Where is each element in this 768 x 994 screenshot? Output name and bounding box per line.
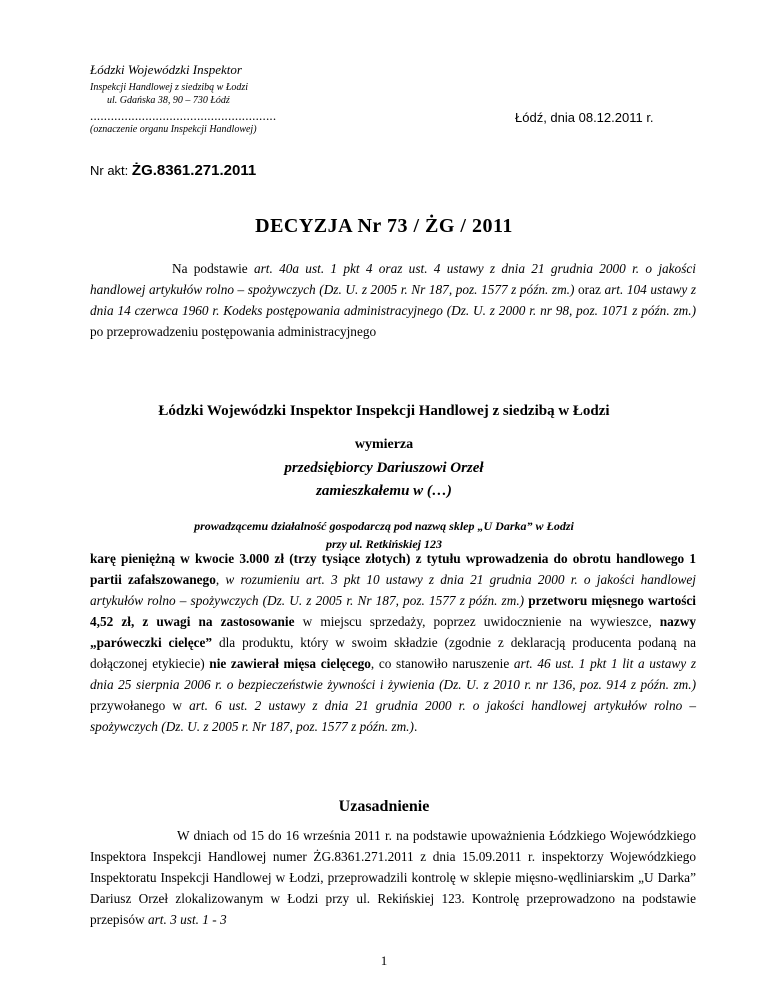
penalty-paragraph bbox=[90, 548, 696, 737]
authority-address: ul. Gdańska 38, 90 – 730 Łódź bbox=[107, 95, 230, 106]
authority-designation-note: (oznaczenie organu Inspekcji Handlowej) bbox=[90, 124, 257, 135]
page-number: 1 bbox=[380, 953, 388, 968]
penalty-amount: karę pieniężną w kwocie 3.000 zł (trzy tysiące złotych) z tytułu wprowadzenia do obrotu handlowego 1 partii zafałszowanego bbox=[90, 551, 696, 587]
penalty-product: przetworu mięsnego wartości 4,52 zł, z uwagi na zastosowanie bbox=[90, 593, 697, 629]
case-number-value: ŻG.8361.271.2011 bbox=[131, 162, 257, 179]
business-address-line: przy ul. Retkińskiej 123 bbox=[325, 537, 442, 551]
authority-name: Łódzki Wojewódzki Inspektor bbox=[90, 62, 242, 77]
justification-text: W dniach od 15 do 16 września 2011 r. na podstawie upoważnienia Łódzkiego Wojewódzkiego Inspektora Inspekcji Handlowej numer ŻG.8361.271.2011 z dnia 15.09.2011 r. inspektorzy Wojewódzkiego Inspektoratu Inspekcji Handlowej w Łodzi, przeprowadzili kontrolę w sklepie mięsno-wędliniarskim „U Darka” Dariusz Orzeł zlokalizowanym w Łodzi przy ul. Rekińskiej 123. Kontrolę przeprowadzono na podstawie przepisów bbox=[90, 828, 696, 927]
penalty-citation-2: art. 46 ust. 1 pkt 1 lit a ustawy z dnia 25 sierpnia 2006 r. o bezpieczeństwie żywności i żywienia (Dz. U. z 2010 r. nr 136, poz. 914 z późn. zm.) bbox=[90, 656, 697, 692]
imposes-verb: wymierza bbox=[354, 437, 414, 452]
intro-text-2: oraz bbox=[574, 282, 605, 297]
entrepreneur-name: przedsiębiorcy Dariuszowi Orzeł bbox=[284, 460, 484, 476]
decision-title: DECYZJA Nr 73 / ŻG / 2011 bbox=[255, 215, 513, 237]
signature-dotted-line: ...................................................... bbox=[90, 108, 277, 123]
justification-heading: Uzasadnienie bbox=[338, 798, 430, 815]
penalty-text-4: dla produktu, który w swoim składzie (zgodnie z deklaracją producenta podaną na dołączonej etykiecie) bbox=[90, 635, 697, 671]
case-number-label: Nr akt: bbox=[90, 163, 132, 178]
authority-full-name: Łódzki Wojewódzki Inspektor Inspekcji Handlowej z siedzibą w Łodzi bbox=[158, 403, 610, 419]
intro-citation-2: art. 104 ustawy z dnia 14 czerwca 1960 r. Kodeks postępowania administracyjnego (Dz. U. z 2000 r. nr 98, poz. 1071 z późn. zm.) bbox=[90, 282, 697, 318]
justification-paragraph bbox=[90, 825, 696, 930]
penalty-citation-1: w rozumieniu art. 3 pkt 10 ustawy z dnia 21 grudnia 2000 r. o jakości handlowej artykułów rolno – spożywczych (Dz. U. z 2005 r. Nr 187, poz. 1577 z późn. zm.) bbox=[90, 572, 697, 608]
intro-text-1: Na podstawie bbox=[172, 261, 254, 276]
penalty-text-5: , co stanowiło naruszenie bbox=[370, 656, 514, 671]
penalty-text-1: , bbox=[215, 572, 226, 587]
entrepreneur-residence: zamieszkałemu w (…) bbox=[316, 483, 452, 499]
penalty-violation: nie zawierał mięsa cielęcego bbox=[209, 656, 371, 671]
place-and-date: Łódź, dnia 08.12.2011 r. bbox=[515, 110, 654, 125]
penalty-text-7: . bbox=[413, 719, 418, 734]
penalty-citation-3: art. 6 ust. 2 ustawy z dnia 21 grudnia 2000 r. o jakości handlowej artykułów rolno – spożywczych (Dz. U. z 2005 r. Nr 187, poz. 1577 z późn. zm.) bbox=[90, 698, 696, 734]
authority-seat: Inspekcji Handlowej z siedzibą w Łodzi bbox=[90, 82, 249, 93]
penalty-text-6: przywołanego w bbox=[90, 698, 190, 713]
business-name-line: prowadzącemu działalność gospodarczą pod nazwą sklep „U Darka” w Łodzi bbox=[194, 519, 574, 533]
justification-citation: art. 3 ust. 1 - 3 bbox=[147, 912, 227, 927]
intro-text-3: po przeprowadzeniu postępowania administracyjnego bbox=[90, 324, 377, 339]
legal-basis-paragraph bbox=[90, 258, 696, 342]
intro-citation-1: art. 40a ust. 1 pkt 4 oraz ust. 4 ustawy z dnia 21 grudnia 2000 r. o jakości handlowej artykułów rolno – spożywczych (Dz. U. z 2005 r. Nr 187, poz. 1577 z późn. zm.) bbox=[90, 261, 696, 297]
penalty-product-name: nazwy „parówеczki cielęce” bbox=[90, 614, 696, 650]
penalty-text-3: w miejscu sprzedaży, poprzez uwidocznienie na wywieszce, bbox=[294, 614, 660, 629]
case-number bbox=[90, 162, 256, 180]
